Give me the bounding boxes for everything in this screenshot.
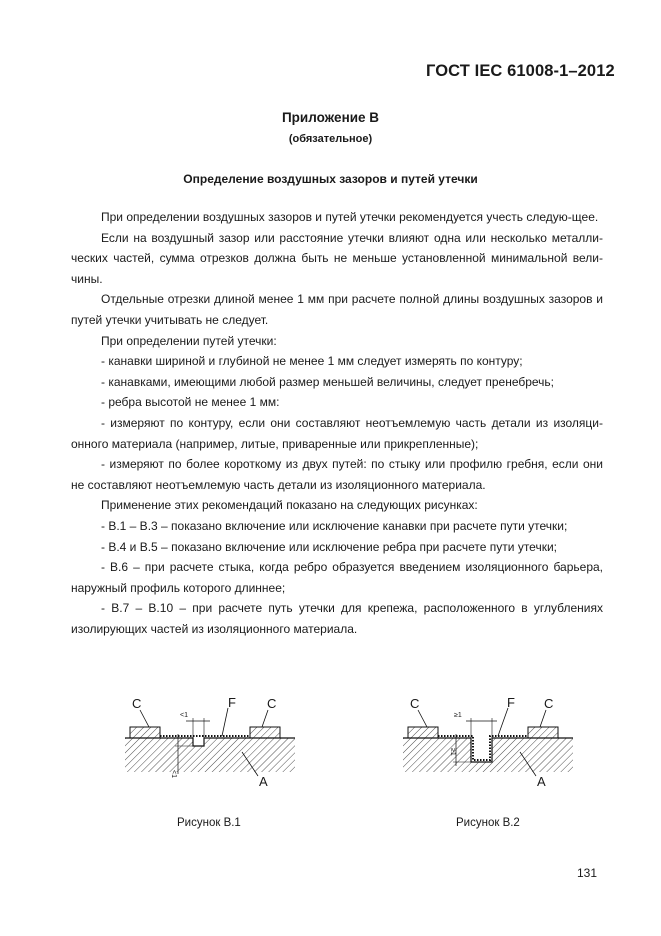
label-c-left: C: [410, 696, 420, 711]
section-title: Определение воздушных зазоров и путей утечки: [183, 172, 478, 186]
body-text: [71, 207, 603, 639]
paragraph: Отдельные отрезки длиной менее 1 мм при расчете полной длины воздушных зазоров и путей утечки учитывать не следует.: [71, 292, 603, 327]
appendix-status: (обязательное): [288, 133, 373, 145]
appendix-title: Приложение В: [281, 110, 380, 125]
label-f: F: [228, 695, 236, 710]
figure-b1-drawing: [120, 694, 300, 794]
list-item: - измеряют по контуру, если они составляют неотъемлемую часть детали из изоляци-онного материала (например, литые, приваренные или прикрепленные);: [71, 415, 603, 451]
list-item: - канавки шириной и глубиной не менее 1 мм следует измерять по контуру;: [101, 354, 523, 369]
groove-width-label: ≥1: [454, 712, 462, 719]
paragraph: При определении путей утечки:: [101, 333, 277, 348]
conductor-right: [250, 727, 280, 738]
groove-width-label: <1: [180, 712, 188, 719]
label-c-right: C: [267, 696, 277, 711]
insulating-base: [403, 738, 573, 772]
figure-b2-drawing: [398, 694, 578, 794]
paragraph: Если на воздушный зазор или расстояние утечки влияют одна или несколько металли-ческих частей, сумма отрезков должна быть не меньше установленной минимальной вели-чины.: [71, 230, 603, 286]
list-item: - В.4 и В.5 – показано включение или исключение ребра при расчете пути утечки;: [101, 539, 557, 554]
list-item: - канавками, имеющими любой размер меньшей величины, следует пренебречь;: [101, 374, 555, 389]
paragraph: При определении воздушных зазоров и путей утечки рекомендуется учесть следую-щее.: [101, 210, 599, 224]
conductor-right: [528, 727, 558, 738]
groove-depth-label: <1: [170, 770, 177, 778]
label-c-right: C: [544, 696, 554, 711]
insulating-base: [125, 738, 295, 772]
list-item: - В.7 – В.10 – при расчете путь утечки для крепежа, расположенного в углублениях изолирующих частей из изоляционного материала.: [71, 601, 603, 636]
label-a: A: [259, 774, 268, 789]
conductor-left: [408, 727, 438, 738]
list-item: - измеряют по более короткому из двух путей: по стыку или профилю гребня, если они не составляют неотъемлемую часть детали из изоляционного материала.: [71, 457, 603, 492]
figure-b2: [398, 694, 578, 794]
label-a: A: [537, 774, 546, 789]
page-number: 131: [577, 866, 598, 880]
label-c-left: C: [132, 696, 142, 711]
list-item: - В.1 – В.3 – показано включение или исключение канавки при расчете пути утечки;: [101, 518, 568, 533]
groove-depth-label: ≥1: [449, 748, 456, 756]
label-f: F: [507, 695, 515, 710]
paragraph: Применение этих рекомендаций показано на следующих рисунках:: [101, 498, 478, 513]
list-item: - В.6 – при расчете стыка, когда ребро образуется введением изоляционного барьера, наружный профиль которого длиннее;: [71, 560, 603, 595]
figure-b2-caption: Рисунок В.2: [456, 817, 520, 829]
conductor-left: [130, 727, 160, 738]
document-code: ГОСТ IEC 61008-1–2012: [426, 62, 615, 80]
figure-b1: [120, 694, 300, 794]
figure-b1-caption: Рисунок В.1: [177, 817, 241, 829]
list-item: - ребра высотой не менее 1 мм:: [101, 395, 280, 410]
